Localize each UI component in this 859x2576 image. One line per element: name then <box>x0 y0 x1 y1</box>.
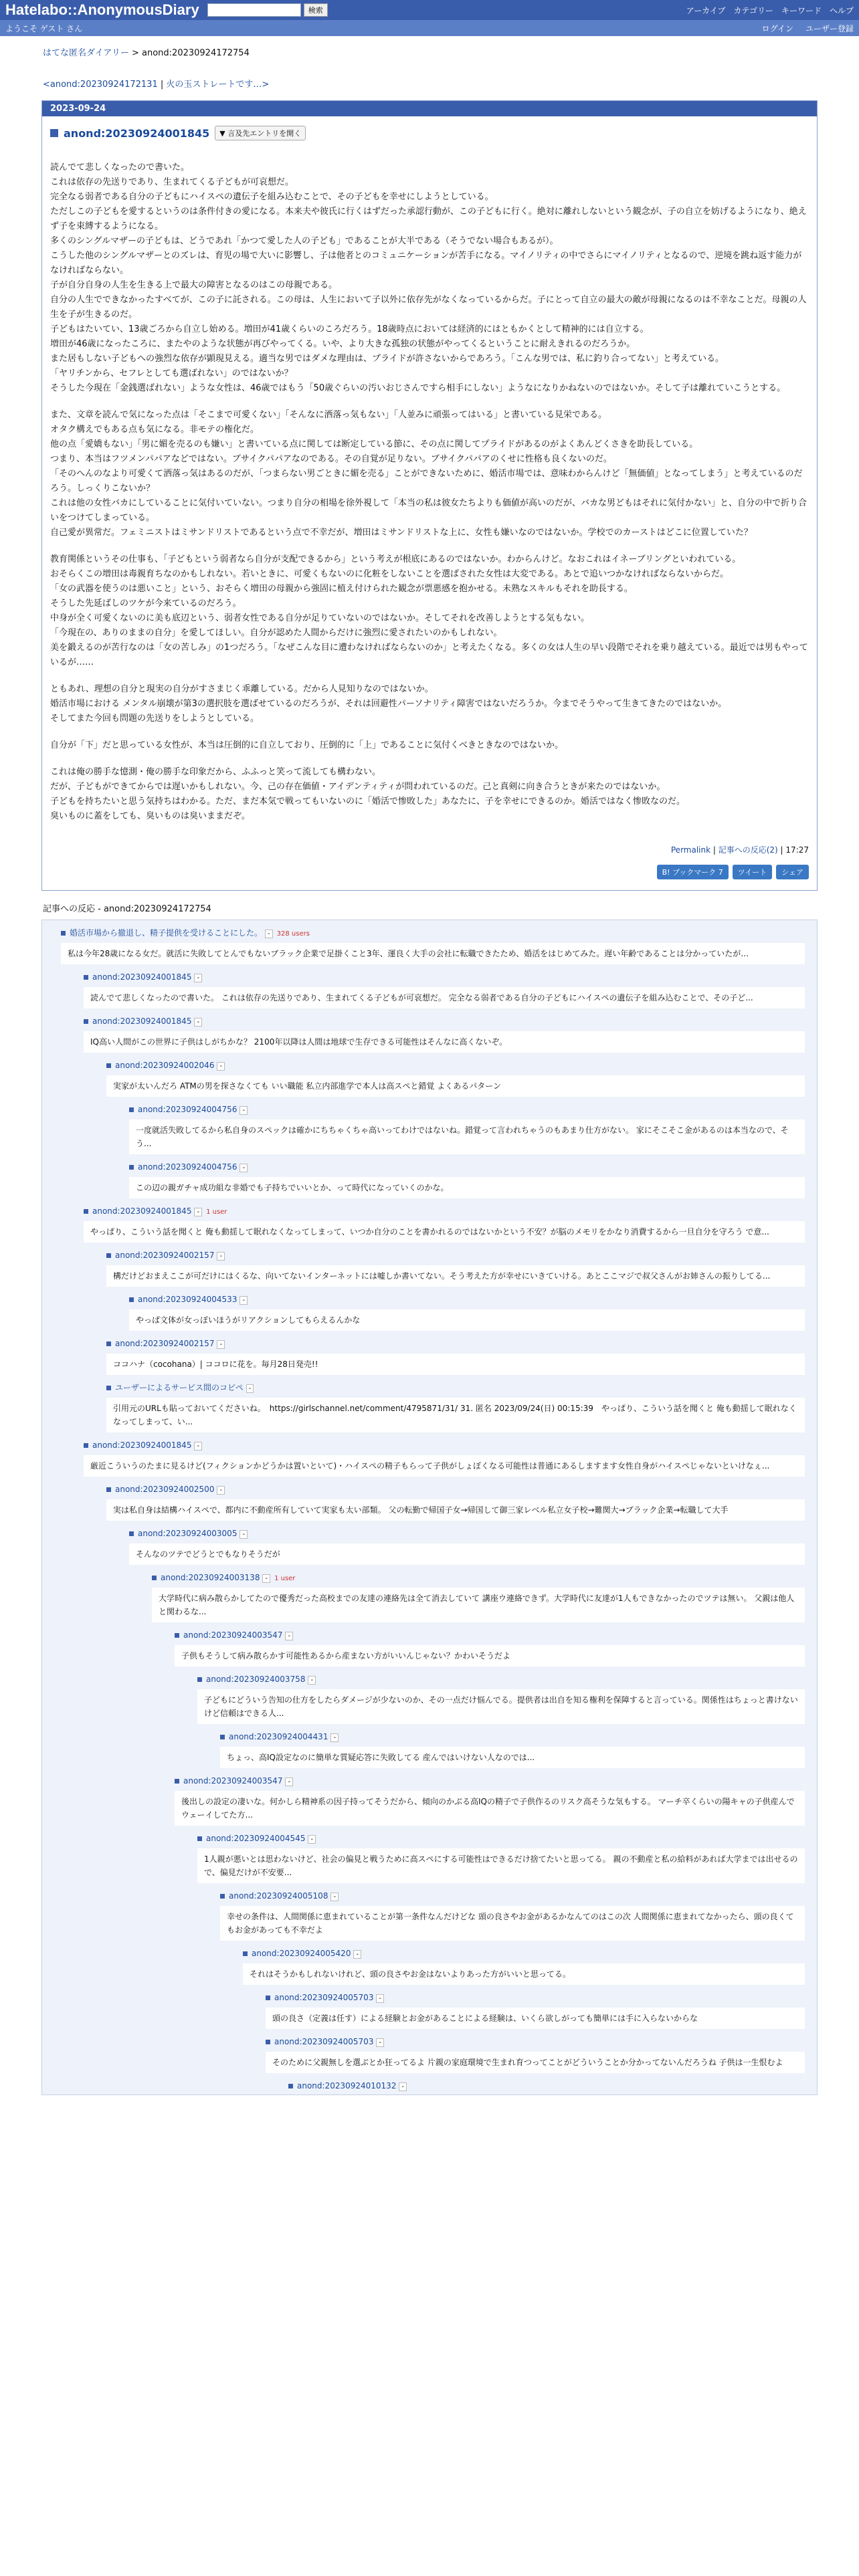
collapse-toggle[interactable]: - <box>240 1164 248 1172</box>
reaction-excerpt: 1人親が悪いとは思わないけど、社会の偏見と戦うために高スペにする可能性はできるだけ捨てたいと思ってる。 親の不動産と私の給料があれば大学までは出せるので、偏見だけが不安要... <box>197 1848 805 1883</box>
square-bullet-icon <box>175 1779 179 1784</box>
entry-line: おそらくこの増田は毒親育ちなのかもしれない。若いときに、可愛くもないのに化粧をしないことを選ばされた女性は大変である。あとで追いつかなければならないからだ。 <box>50 569 729 579</box>
entry-title <box>50 126 809 140</box>
collapse-toggle[interactable]: - <box>194 974 202 982</box>
reaction-head <box>266 1990 805 2006</box>
square-bullet-icon <box>152 1576 157 1580</box>
square-bullet-icon <box>197 1677 202 1682</box>
reaction-link[interactable]: anond:20230924002157 <box>115 1251 215 1260</box>
reaction-node <box>42 1831 817 1883</box>
reaction-node <box>42 1946 817 1985</box>
collapse-toggle[interactable]: - <box>330 1893 339 1901</box>
entry-line: そうした今現在「金銭選ばれない」ような女性は、46歳ではもう「50歳ぐらいの汚いおじさんですら相手にしない」ようなになりかねないのではないか。そして子は離れていこうとする。 <box>50 383 786 393</box>
reaction-excerpt: 子供もそうして病み散らかす可能性あるから産まない方がいいんじゃない？かわいそうだよ <box>175 1645 805 1667</box>
square-bullet-icon <box>106 1487 111 1492</box>
reaction-link[interactable]: anond:20230924002500 <box>115 1485 215 1494</box>
register-link[interactable]: ユーザー登録 <box>805 23 854 33</box>
collapse-toggle[interactable]: - <box>217 1062 225 1071</box>
reaction-link[interactable]: anond:20230924010132 <box>297 2081 397 2090</box>
reaction-link[interactable]: anond:20230924004756 <box>138 1105 237 1114</box>
square-bullet-icon <box>106 1386 111 1390</box>
reaction-link[interactable]: 婚活市場から撤退し、精子提供を受けることにした。 <box>70 928 263 938</box>
square-bullet-icon <box>50 129 58 137</box>
entry-footer: Permalink | 記事への反応(2) | 17:27 <box>670 845 809 855</box>
collapse-toggle[interactable]: - <box>194 1442 202 1451</box>
entry-gap <box>50 753 809 765</box>
permalink[interactable]: Permalink <box>670 845 711 855</box>
reaction-node <box>42 1380 817 1432</box>
collapse-toggle[interactable]: - <box>308 1676 316 1685</box>
reaction-excerpt: 引用元のURLも貼っておいてくださいね。 https://girlschannel.net/comment/4795871/31/ 31. 匿名 2023/09/24(日) 00:15:39 やっぱり、こういう話を聞くと 俺も動揺して眠れなくなってしまって、い... <box>106 1398 805 1432</box>
reaction-head <box>220 1889 805 1905</box>
entry-line: そうした先延ばしのツケが今来ているのだろう。 <box>50 599 242 609</box>
reaction-link[interactable]: ユーザーによるサービス間のコピペ <box>115 1383 244 1392</box>
reaction-excerpt: 厳近こういうのたまに見るけど(フィクションかどうかは置いといて)・ハイスペの精子もらって子供がしょぼくなる可能性は普通にあるしますます女性自身がハイスペじゃないといけなぇ... <box>84 1455 805 1477</box>
square-bullet-icon <box>129 1297 134 1302</box>
search-button[interactable]: 検索 <box>304 3 328 17</box>
collapse-toggle[interactable]: - <box>353 1950 361 1959</box>
sub-bar <box>0 20 859 36</box>
reaction-head <box>106 1248 805 1264</box>
reaction-link[interactable]: anond:20230924004545 <box>206 1834 306 1843</box>
square-bullet-icon <box>84 1443 88 1448</box>
entry-line: また、文章を読んで気になった点は「そこまで可愛くない」「そんなに洒落っ気もない」「人並みに頑張ってはいる」と書いている見栄である。 <box>50 410 607 420</box>
square-bullet-icon <box>129 1165 134 1170</box>
reaction-tree <box>41 920 818 2095</box>
reaction-head <box>288 2078 805 2095</box>
reaction-head <box>175 1774 805 1790</box>
entry-line: 子どもはたいてい、13歳ごろから自立し始める。増田が41歳くらいのころだろう。18歳時点においては経済的にはともかくとして精神的には自立する。 <box>50 324 649 334</box>
entry-line: 他の点「愛嬌もない」「男に媚を売るのも嫌い」と書いている点に関しては断定している節に、その点に関してプライドがあるのがよくあんどくさきを助長している。 <box>50 439 698 449</box>
hatena-bookmark-button[interactable]: B! ブックマーク 7 <box>657 865 729 879</box>
square-bullet-icon <box>266 2040 270 2044</box>
breadcrumb-root[interactable]: はてな匿名ダイアリー <box>43 48 129 58</box>
collapse-toggle[interactable]: - <box>194 1208 202 1216</box>
reaction-excerpt: 子どもにどういう告知の仕方をしたらダメージが少ないのか、その一点だけ悩んでる。提供者は出自を知る権利を保障すると言っている。関係性はちょっと書けないけど信頼はできる人... <box>197 1689 805 1724</box>
entry-line: 「ヤリチンから、セフレとしても選ばれない」のではないか？ <box>50 368 293 379</box>
nav-help[interactable]: ヘルプ <box>829 5 854 15</box>
square-bullet-icon <box>220 1735 225 1739</box>
reaction-excerpt: 後出しの設定の凄いな。何かしら精神系の因子持ってそうだから、傾向のかぶる高IQの精子で子供作るのリスク高そうな気もする。 マーチ卒くらいの陽キャの子供産んでウェーイしてた方... <box>175 1791 805 1826</box>
references-link[interactable]: 記事への反応(2) <box>718 845 778 855</box>
bookmark-users-count[interactable]: 1 user <box>274 1575 296 1582</box>
square-bullet-icon <box>266 1996 270 2000</box>
entry-line: 完全なる弱者である自分の子どもにハイスペの遺伝子を組み込むことで、その子どもを幸せにしようとしている。 <box>50 192 494 202</box>
square-bullet-icon <box>106 1063 111 1068</box>
reaction-node <box>42 1526 817 1565</box>
square-bullet-icon <box>106 1253 111 1258</box>
nav-archive[interactable]: アーカイブ <box>686 5 726 15</box>
entry-line: また居もしない子どもへの強烈な依存が顕現見える。適当な男ではダメな理由は、プライドが許さないからであろう。「こんな男では、私に釣り合ってない」と考えている。 <box>50 354 724 364</box>
collapse-toggle[interactable]: - <box>399 2082 407 2091</box>
entry-body <box>50 160 809 824</box>
prev-next-nav <box>0 58 859 100</box>
entry-line: 臭いものに蓋をしても、臭いものは臭いままだぞ。 <box>50 811 250 821</box>
entry-line: 子が自分自身の人生を生きる上で最大の障害となるのはこの母親である。 <box>50 280 338 290</box>
reaction-link[interactable]: anond:20230924002046 <box>115 1061 215 1070</box>
entry-line: ともあれ、理想の自分と現実の自分がすさまじく乖離している。だから人見知りなのではないか。 <box>50 684 434 694</box>
entry-line: だが、子どもができてからでは遅いかもしれない。今、己の存在価値・アイデンティティが問われているのだ。己と真剣に向き合うときが来たのではないか。 <box>50 782 666 792</box>
reaction-node <box>42 926 817 964</box>
reaction-link[interactable]: anond:20230924003005 <box>138 1529 237 1538</box>
reaction-node <box>42 1292 817 1331</box>
reaction-excerpt: この辺の親ガチャ成功組な非婚でも子持ちでいいとか、って時代になっていくのかな。 <box>129 1177 805 1198</box>
entry-line: 教育関係というその仕事も、「子どもという弱者なら自分が支配できるから」という考えが根底にあるのではないか。わからんけど。なおこれはイネーブリングといわれている。 <box>50 554 741 564</box>
reaction-excerpt: 大学時代に病み散らかしてたので優秀だった高校までの友達の連絡先は全て消去していて 講座ウ連絡できず。大学時代に友達が1人もできなかったのでツテは無い。 父親は他人と関わるな... <box>152 1588 805 1622</box>
reaction-node <box>42 1248 817 1287</box>
reaction-head <box>129 1160 805 1176</box>
reaction-node <box>42 1160 817 1198</box>
reaction-head <box>106 1058 805 1074</box>
reaction-excerpt: 実家が太いんだろ ATMの男を探さなくても いい職能 私立内部進学で本人は高スペと錯覚 よくあるパターン <box>106 1075 805 1097</box>
reaction-excerpt: やっぱ文体が女っぽいほうがリアクションしてもらえるんかな <box>129 1309 805 1331</box>
reaction-head <box>129 1526 805 1542</box>
reaction-node <box>42 1102 817 1154</box>
welcome-text: ようこそ ゲスト さん <box>5 23 83 33</box>
square-bullet-icon <box>243 1951 248 1956</box>
collapse-toggle[interactable]: - <box>308 1835 316 1844</box>
reaction-head <box>129 1292 805 1308</box>
square-bullet-icon <box>220 1894 225 1899</box>
reaction-link[interactable]: anond:20230924005108 <box>229 1891 328 1901</box>
reaction-link[interactable]: anond:20230924001845 <box>92 1016 192 1026</box>
entry-line: これは他の女性バカにしていることに気付いていない。つまり自分の相場を徐外視して「本当の私は彼女たちよりも価値が高いのだが、バカな男どもはそれに気付かない」と、自分の中で折り合いをつけてしまっている。 <box>50 498 807 523</box>
collapse-toggle[interactable]: - <box>240 1106 248 1115</box>
reaction-node <box>42 1014 817 1053</box>
reaction-head <box>106 1336 805 1352</box>
reaction-excerpt: 一度就活失敗してるから私自身のスペックは確かにちちゃくちゃ高いってわけではないね。錯覚って言われちゃうのもあまり仕方がない。 家にそこそこ金があるのは本当なので、そう... <box>129 1119 805 1154</box>
entry-line: 自己愛が異常だ。フェミニストはミサンドリストであるという点で不幸だが、増田はミサンドリストな上に、女性も嫌いなのではないか。学校でのカーストはどこに位置していた？ <box>50 528 753 538</box>
prevnext-sep: | <box>157 80 167 90</box>
collapse-toggle[interactable]: - <box>240 1296 248 1305</box>
reaction-link[interactable]: anond:20230924005703 <box>274 1993 374 2002</box>
reaction-node <box>42 1729 817 1768</box>
reaction-node <box>42 2078 817 2095</box>
breadcrumb-current: anond:20230924172754 <box>142 48 250 58</box>
reaction-excerpt: 幸せの条件は、人間関係に恵まれていることが第一条件なんだけどな 頭の良さやお金があるかなんてのはこの次 人間関係に恵まれてなかったら、頭の良くてもお金があっても不幸だよ <box>220 1906 805 1941</box>
search-input[interactable] <box>207 3 301 17</box>
reaction-head <box>243 1946 805 1962</box>
nav-category[interactable]: カテゴリー <box>733 5 773 15</box>
reaction-head <box>84 1014 805 1030</box>
prev-link[interactable]: <anond:20230924172131 <box>43 80 158 90</box>
collapse-toggle[interactable]: - <box>265 930 273 938</box>
reaction-excerpt: 実は私自身は結構ハイスペで、都内に不動産所有していて実家も太い部類。 父の転勤で帰国子女→帰国して御三家レベル私立女子校→難関大→ブラック企業→転職して大手 <box>106 1499 805 1521</box>
reaction-excerpt: やっぱり、こういう話を聞くと 俺も動揺して眠れなくなってしまって、いつか自分のことを書かれるのではないかという不安？が脳のメモリをかなり消費するから一旦自分を守ろう で意... <box>84 1221 805 1243</box>
collapse-toggle[interactable]: - <box>240 1530 248 1539</box>
reaction-node <box>42 970 817 1008</box>
square-bullet-icon <box>129 1107 134 1112</box>
entry-title-link[interactable]: anond:20230924001845 <box>64 126 210 140</box>
reaction-head <box>266 2034 805 2050</box>
entry-line: これは依存の先送りであり、生まれてくる子どもが可哀想だ。 <box>50 177 294 187</box>
breadcrumb <box>0 36 859 58</box>
entry-line: 多くのシングルマザーの子どもは、どうであれ「かつて愛した人の子ども」であることが大半である（そうでない場合もあるが）。 <box>50 236 559 246</box>
collapse-toggle[interactable]: - <box>285 1632 293 1640</box>
reaction-link[interactable]: anond:20230924005703 <box>274 2037 374 2046</box>
reaction-node <box>42 1774 817 1826</box>
reaction-excerpt: 構だけどおまえここが可だけにはくるな、向いてないインターネットには嘘しか書いてない。そう考えた方が幸せにいきていける。あとここマジで叔父さんがお姉さんの振りしてる... <box>106 1265 805 1287</box>
reaction-head <box>129 1102 805 1118</box>
square-bullet-icon <box>84 1209 88 1214</box>
reaction-link[interactable]: anond:20230924003547 <box>183 1776 283 1786</box>
reaction-node <box>42 1628 817 1667</box>
entry-line: 婚活市場における メンタル崩壊が第3の選択肢を選ばせているのだろうが、それは回避性パーソナリティ障害ではないだろうか。今までそうやって生きてきたのではないか。 <box>50 699 727 709</box>
entry-line: 「女の武器を使うのは悪いこと」という、おそらく増田の母親から強固に植え付けられた観念が票悪感を抱かせる。未熟なスキルもそれを助長する。 <box>50 584 633 594</box>
reaction-link[interactable]: anond:20230924004431 <box>229 1732 328 1741</box>
entry-gap <box>50 396 809 408</box>
reaction-excerpt: IQ高い人間がこの世界に子供はしがちかな？ 2100年以降は人間は地球で生存できる可能性はそんなに高くないぞ。 <box>84 1031 805 1053</box>
site-logo[interactable]: Hatelabo::AnonymousDiary <box>5 1 199 18</box>
reaction-head <box>175 1628 805 1644</box>
reaction-head <box>84 1438 805 1454</box>
share-buttons <box>50 865 809 883</box>
reaction-link[interactable]: anond:20230924001845 <box>92 1440 192 1450</box>
reaction-link[interactable]: anond:20230924002157 <box>115 1339 215 1348</box>
reaction-node <box>42 1204 817 1243</box>
entry-line: 美を鍛えるのが苦行なのは「女の苦しみ」の1つだろう。「なぜこんな目に遭わなければならないのか」と考えたくなる。多くの女は人生の早い段階でそれを乗り越えている。最近では男もやっているが…… <box>50 643 808 667</box>
reaction-excerpt: 私は今年28歳になる女だ。就活に失敗してとんでもないブラック企業で足掛くこと3年、運良く大手の会社に転職できたため、婚活をはじめてみた。遅い年齢であることは分かっていたが… <box>61 943 805 964</box>
entry-line: ただしこの子どもを愛するというのは条件付きの愛になる。本来夫や彼氏に行くはずだった承認行動が、この子どもに行く。絶対に離れしないという観念が、子の自立を妨げるようになり、絶えず子を束縛するようになる。 <box>50 207 807 231</box>
reaction-link[interactable]: anond:20230924004756 <box>138 1162 237 1172</box>
entry-line: 読んでて悲しくなったので書いた。 <box>50 163 190 173</box>
reaction-head <box>61 926 805 942</box>
reaction-node <box>42 2034 817 2073</box>
reaction-node <box>42 1336 817 1375</box>
square-bullet-icon <box>106 1341 111 1346</box>
entry-line: 「今現在の、ありのままの自分」を愛してほしい。自分が認めた人間からだけに強烈に愛されたいのかもしれない。 <box>50 628 502 638</box>
entry-line: 「そのへんのなより可愛くて洒落っ気はあるのだが、「つまらない男ごときに媚を売る」ことができないために、婚活市場では、意味わからんけど「無価値」となってしまう」と考えているのだろう。しっくりこないか？ <box>50 469 803 494</box>
collapse-toggle[interactable]: - <box>217 1252 225 1261</box>
nav-keyword[interactable]: キーワード <box>781 5 822 15</box>
entry-gap <box>50 670 809 682</box>
reaction-excerpt: そのために父親無しを選ぶとか狂ってるよ 片親の家庭環境で生まれ育つってことがどういうことか分かってないんだろうね 子供は一生恨むよ <box>266 2052 805 2073</box>
entry-line: 自分が「下」だと思っている女性が、本当は圧倒的に自立しており、圧倒的に「上」であることに気付くべきときなのではないか。 <box>50 740 564 750</box>
reaction-excerpt: ココハナ（cocohana）| ココロに花を。毎月28日発売!! <box>106 1354 805 1375</box>
top-nav <box>686 5 854 16</box>
reaction-head <box>84 970 805 986</box>
entry-time: 17:27 <box>785 845 809 855</box>
entry-line: つまり、本当はフツメンパパアなどではない。ブサイクパパアなのである。その自覚が足りない。ブサイクパパアのくせに性格も良くないのだ。 <box>50 454 612 464</box>
entry-line: これは俺の勝手な憶測・俺の勝手な印象だから、ふふっと笑って流しても構わない。 <box>50 767 381 777</box>
collapse-toggle[interactable]: - <box>376 2038 384 2047</box>
collapse-toggle[interactable]: - <box>194 1018 202 1027</box>
entry-date: 2023-09-24 <box>42 101 817 116</box>
reaction-excerpt: ちょっ、高IQ設定なのに簡単な質疑応答に失敗してる 産んではいけない人なのでは... <box>220 1747 805 1768</box>
breadcrumb-sep: > <box>128 48 142 58</box>
square-bullet-icon <box>175 1633 179 1638</box>
reaction-excerpt: それはそうかもしれないけれど、頭の良さやお金はないよりあった方がいいと思ってる。 <box>243 1963 805 1985</box>
reaction-node <box>42 1672 817 1724</box>
reaction-excerpt: 頭の良さ（定義は任す）による経験とお金があることによる経験は、いくら欲しがっても簡単には手に入らないからな <box>266 2008 805 2029</box>
reaction-node <box>42 1058 817 1097</box>
collapse-toggle[interactable]: - <box>217 1340 225 1349</box>
square-bullet-icon <box>288 2084 293 2088</box>
collapse-toggle[interactable]: - <box>330 1733 339 1742</box>
reaction-head <box>106 1482 805 1498</box>
reaction-head <box>197 1672 805 1688</box>
reactions-title: 記事への反応 - anond:20230924172754 <box>43 904 211 914</box>
top-bar <box>0 0 859 20</box>
entry-line: こうした他のシングルマザーとのズレは、育児の場で大いに影響し、子は他者とのコミュニケーションが苦手になる。マイノリティの中でさらにマイノリティとなるので、逆境を跳ね返す能力がなければならない。 <box>50 251 802 276</box>
reaction-node <box>42 1438 817 1477</box>
entry-gap <box>50 726 809 738</box>
reaction-link[interactable]: anond:20230924003547 <box>183 1630 283 1640</box>
entry-section <box>41 100 818 891</box>
open-button-label: 言及先エントリを開く <box>227 129 302 138</box>
reaction-link[interactable]: anond:20230924003758 <box>206 1675 306 1684</box>
square-bullet-icon <box>197 1836 202 1841</box>
collapse-toggle[interactable]: - <box>285 1778 293 1786</box>
entry-line: そしてまた今回も問題の先送りをしようとしている。 <box>50 714 260 724</box>
login-link[interactable]: ログイン <box>761 23 793 33</box>
collapse-toggle[interactable]: - <box>262 1574 270 1583</box>
reaction-head <box>197 1831 805 1847</box>
facebook-share-button[interactable]: シェア <box>776 865 809 879</box>
reaction-link[interactable]: anond:20230924001845 <box>92 972 192 982</box>
reaction-node <box>42 1570 817 1622</box>
square-bullet-icon <box>84 975 88 980</box>
entry-line: 自分の人生でできなかったすべてが、この子に託される。この母は、人生において子以外に依存先がなくなっているからだ。子にとって自立の最大の敵が母親になるのは不幸なことだ。母親の人生を子が生きるのだ。 <box>50 295 807 320</box>
reaction-excerpt: 読んでて悲しくなったので書いた。 これは依存の先送りであり、生まれてくる子どもが可哀想だ。 完全なる弱者である自分の子どもにハイスペの遺伝子を組み込むことで、その子ど... <box>84 987 805 1008</box>
reaction-head <box>220 1729 805 1745</box>
reaction-excerpt: そんなのツテでどうとでもなりそうだが <box>129 1543 805 1565</box>
collapse-toggle[interactable]: - <box>376 1994 384 2003</box>
open-referenced-entry-button[interactable]: ▼ 言及先エントリを開く <box>215 126 306 140</box>
collapse-toggle[interactable]: - <box>217 1486 225 1495</box>
bookmark-users-count[interactable]: 328 users <box>276 930 310 938</box>
collapse-toggle[interactable]: - <box>246 1384 254 1393</box>
square-bullet-icon <box>129 1531 134 1536</box>
reaction-head <box>152 1570 805 1586</box>
reaction-link[interactable]: anond:20230924001845 <box>92 1206 192 1216</box>
reaction-link[interactable]: anond:20230924005420 <box>252 1949 351 1958</box>
entry-line: 増田が46歳になったころに、またやのような状態が再びやってくる。いや、より大きな孤独の状態がやってくるということに耐えきれるのだろうか。 <box>50 339 636 349</box>
entry-line: 中身が全く可愛くないのに美も底辺という、弱者女性である自分が足りていないのではないか。そしてそれを改善しようとする気もない。 <box>50 613 590 623</box>
reaction-node <box>42 1889 817 1941</box>
reaction-head <box>106 1380 805 1396</box>
square-bullet-icon <box>61 931 66 936</box>
square-bullet-icon <box>84 1019 88 1024</box>
entry-line: 子どもを持ちたいと思う気持ちはわかる。ただ、まだ本気で戦ってもいないのに「婚活で惨敗した」あなたに、子を幸せにできるのか。婚活ではなく惨敗なのだ。 <box>50 796 686 807</box>
reaction-head <box>84 1204 805 1220</box>
tweet-button[interactable]: ツイート <box>733 865 772 879</box>
bookmark-users-count[interactable]: 1 user <box>206 1208 227 1216</box>
entry-line: オタク構えでもある点も気になる。非モテの権化だ。 <box>50 425 260 435</box>
reaction-link[interactable]: anond:20230924003138 <box>161 1573 260 1582</box>
reaction-node <box>42 1990 817 2029</box>
entry-gap <box>50 540 809 552</box>
reaction-node <box>42 1482 817 1521</box>
next-link[interactable]: 火の玉ストレートです…> <box>166 80 270 90</box>
reaction-link[interactable]: anond:20230924004533 <box>138 1295 237 1304</box>
